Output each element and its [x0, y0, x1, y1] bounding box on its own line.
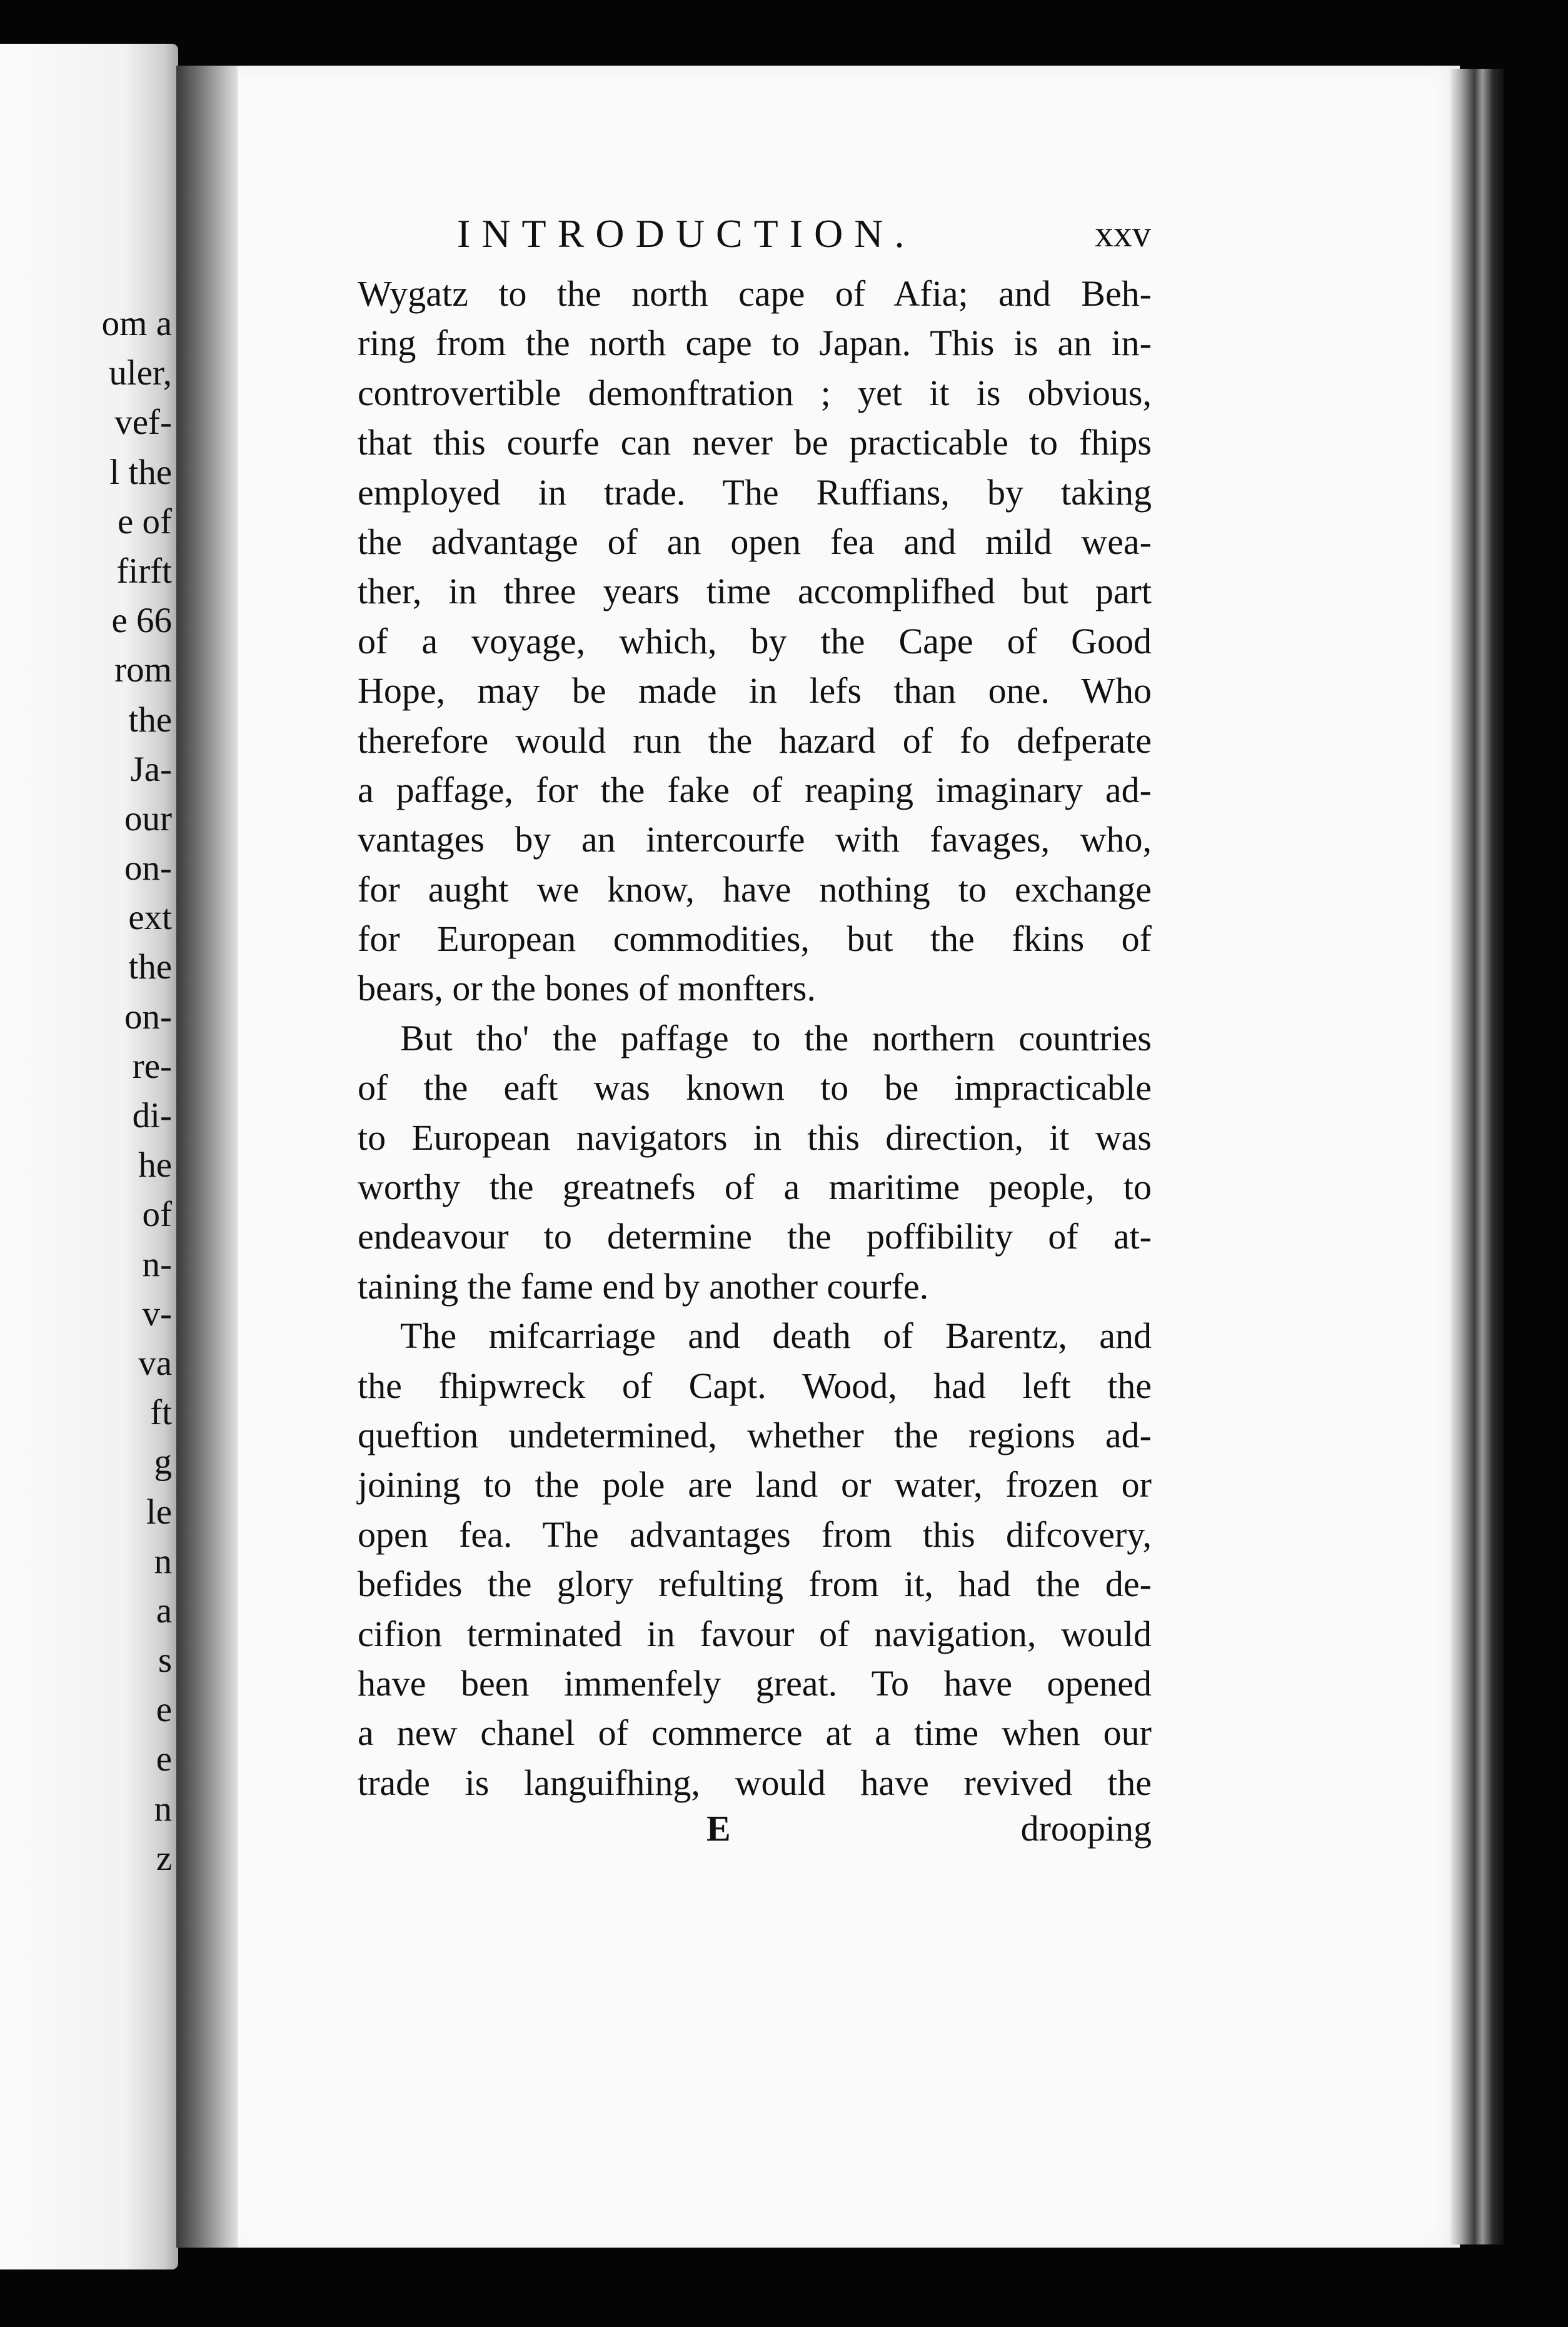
text-line: the advantage of an open fea and mild wea- — [358, 521, 1152, 562]
left-page-line: Ja- — [130, 749, 172, 789]
text-line: for aught we know, have nothing to exchange — [358, 868, 1152, 910]
left-page-line: e — [156, 1690, 172, 1730]
left-page-line: on- — [124, 848, 172, 888]
text-line: therefore would run the hazard of fo defperate — [358, 720, 1152, 761]
text-line: vantages by an intercourfe with favages, who, — [358, 819, 1152, 860]
left-page-line: z — [156, 1838, 172, 1878]
running-head: INTRODUCTION. — [457, 211, 916, 256]
text-line: Hope, may be made in lefs than one. Who — [358, 670, 1152, 711]
catchword: drooping — [1020, 1808, 1152, 1849]
left-page-line: re- — [132, 1046, 172, 1086]
text-line: open fea. The advantages from this difcovery, — [358, 1514, 1152, 1555]
left-page-line: a — [156, 1591, 172, 1631]
text-line: bears, or the bones of monfters. — [358, 968, 816, 1009]
page-edges — [1450, 69, 1504, 2244]
left-page-line: le — [146, 1492, 172, 1532]
left-page-line: the — [128, 700, 172, 740]
left-page-line: he — [138, 1145, 172, 1185]
left-page-line: s — [158, 1641, 172, 1681]
text-line: controvertible demonftration ; yet it is obvious, — [358, 372, 1152, 413]
text-line: But tho' the paffage to the northern countries — [400, 1017, 1152, 1058]
left-page-line: n- — [142, 1244, 172, 1284]
left-page-line: firft — [116, 551, 172, 591]
text-line: of the eaft was known to be impracticable — [358, 1067, 1152, 1108]
left-page-line: v- — [142, 1294, 172, 1334]
left-page-line: va — [138, 1343, 172, 1383]
text-line: ther, in three years time accomplifhed but part — [358, 571, 1152, 612]
text-line: joining to the pole are land or water, frozen or — [358, 1464, 1152, 1505]
body-text — [358, 269, 1152, 1807]
text-line: the fhipwreck of Capt. Wood, had left the — [358, 1365, 1152, 1406]
left-page-line: di- — [132, 1096, 172, 1135]
page-number: xxv — [1095, 213, 1151, 254]
text-line: employed in trade. The Ruffians, by taking — [358, 471, 1152, 513]
text-line: taining the fame end by another courfe. — [358, 1265, 929, 1307]
text-line: have been immenfely great. To have opened — [358, 1662, 1152, 1704]
text-line: Wygatz to the north cape of Afia; and Beh- — [358, 273, 1152, 314]
left-page-line: on- — [124, 997, 172, 1037]
text-line: to European navigators in this direction, it was — [358, 1117, 1152, 1158]
left-page-line: n — [154, 1789, 172, 1829]
text-line: befides the glory refulting from it, had the de- — [358, 1564, 1152, 1605]
left-page-line: our — [124, 798, 172, 838]
left-page-line: n — [154, 1541, 172, 1581]
text-line: worthy the greatnefs of a maritime people, to — [358, 1167, 1152, 1208]
text-line: cifion terminated in favour of navigation, would — [358, 1613, 1152, 1654]
left-page-line: ft — [150, 1393, 172, 1433]
left-page-line: of — [142, 1195, 172, 1235]
text-line: endeavour to determine the poffibility of at- — [358, 1216, 1152, 1257]
text-line: of a voyage, which, by the Cape of Good — [358, 620, 1152, 661]
left-page-line: rom — [114, 650, 172, 690]
left-page-line: vef- — [114, 403, 172, 443]
book-gutter — [176, 66, 245, 2248]
text-line: that this courfe can never be practicable to fhips — [358, 422, 1152, 463]
left-page-line: e 66 — [111, 601, 172, 641]
left-page-line: om a — [101, 304, 172, 343]
left-page-line: g — [154, 1442, 172, 1482]
text-line: a paffage, for the fake of reaping imaginary ad- — [358, 769, 1152, 810]
left-page-line: ext — [128, 898, 172, 938]
left-page-line: l the — [109, 452, 172, 492]
left-page-line: uler, — [109, 353, 172, 393]
text-line: ring from the north cape to Japan. This is an in- — [358, 323, 1152, 364]
page-footer — [358, 1801, 1152, 1857]
left-page-line: the — [128, 947, 172, 987]
left-page-line: e of — [117, 501, 172, 541]
text-line: a new chanel of commerce at a time when our — [358, 1712, 1152, 1754]
signature-mark: E — [706, 1808, 731, 1849]
text-line: queftion undetermined, whether the regions ad- — [358, 1414, 1152, 1455]
text-line: for European commodities, but the fkins of — [358, 918, 1152, 960]
left-page-line: e — [156, 1739, 172, 1779]
text-line: trade is languifhing, would have revived the — [358, 1762, 1152, 1803]
left-page-text — [0, 299, 172, 1883]
page-header — [457, 203, 1151, 265]
text-line: The mifcarriage and death of Barentz, and — [400, 1315, 1152, 1357]
left-page — [0, 44, 178, 2269]
